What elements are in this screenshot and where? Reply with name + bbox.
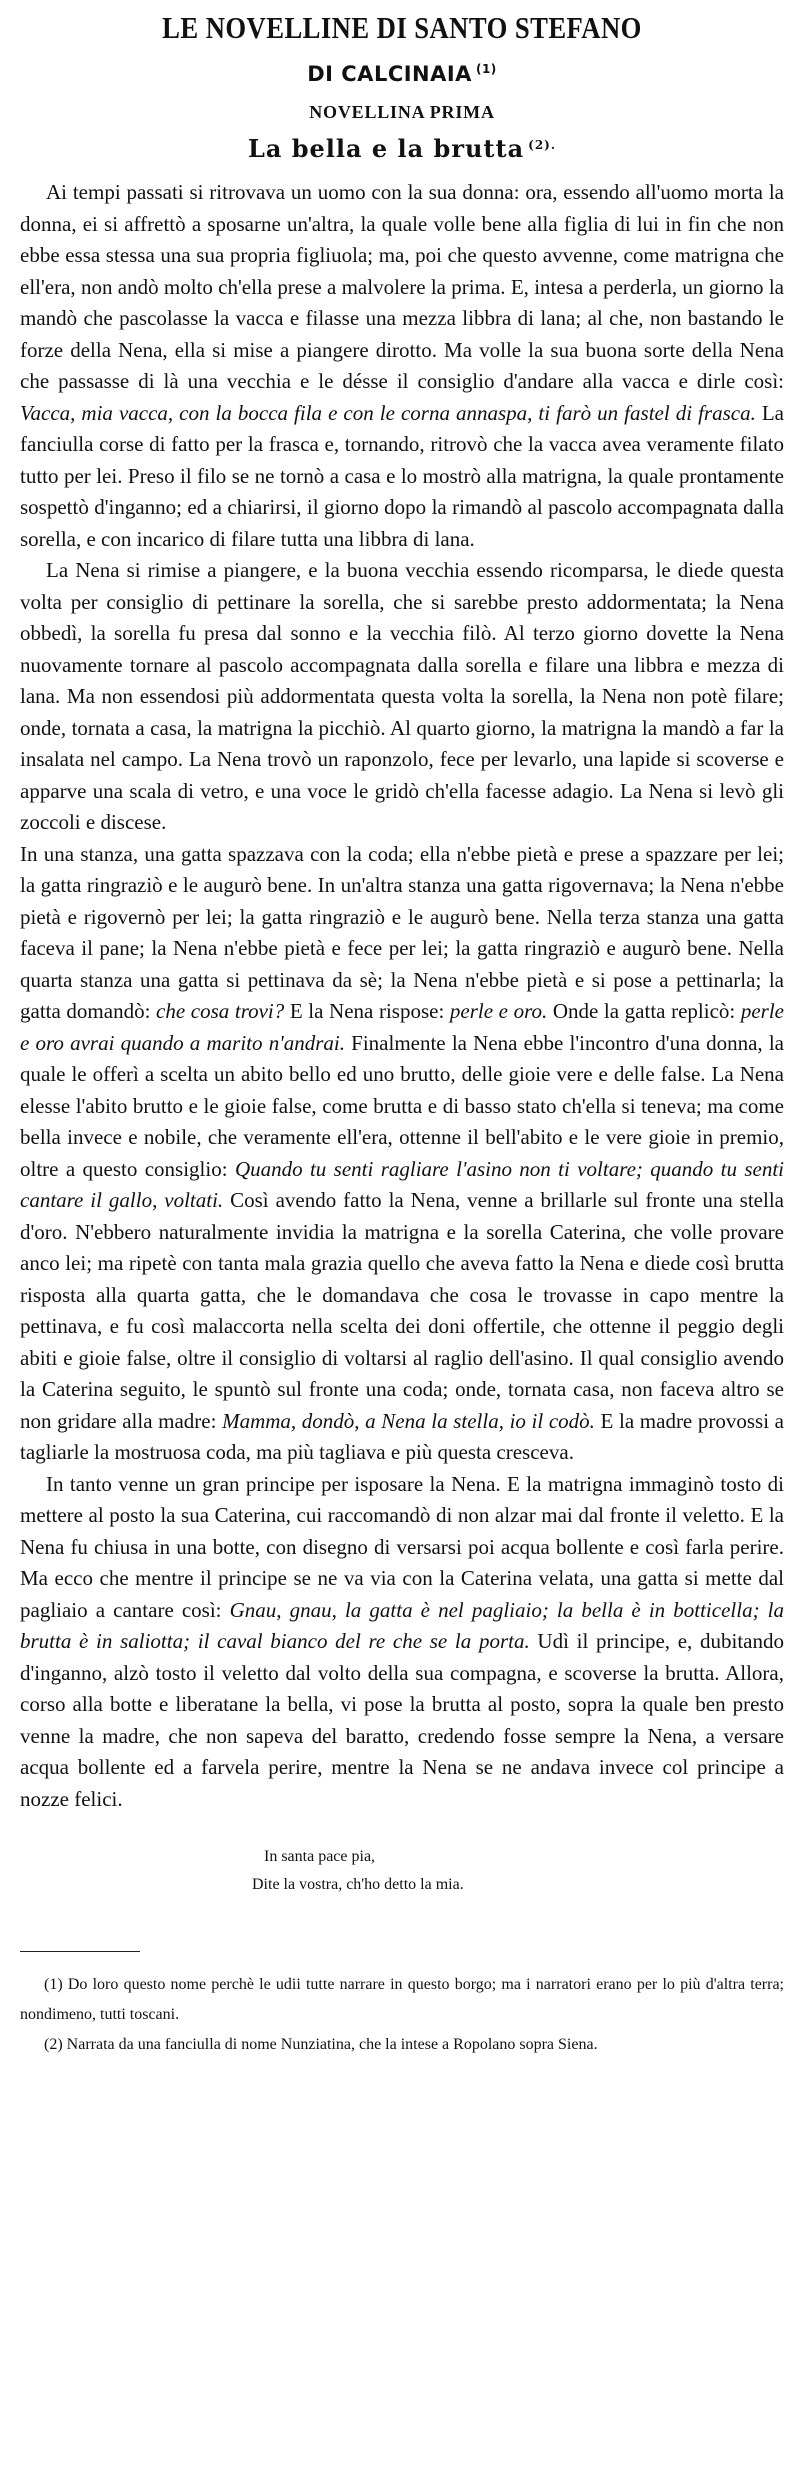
page-subtitle [20, 52, 784, 91]
text-run: E la Nena rispose: [284, 999, 450, 1023]
story-title [20, 125, 784, 169]
italic-run: Gnau, gnau, la gatta è nel pagliaio; la bella è in botticella; la brutta è in saliotta; il caval bianco del re che se la porta. [20, 1597, 785, 1653]
closing-verse [252, 1843, 784, 1899]
italic-run: perle e oro avrai quando a marito n'andrai. [20, 999, 784, 1055]
chapter-heading: NOVELLINA PRIMA [309, 102, 495, 122]
verse-line-1: In santa pace pia, [264, 1848, 376, 1865]
text-run: La fanciulla corse di fatto per la frasca e, tornando, ritrovò che la vacca avea veramente filato tutto per lei. Preso il filo se ne tornò a casa e lo mostrò alla matrigna, la quale prontamente sospettò d'inganno; ed a chiarirsi, il giorno dopo la rimandò al pascolo accompagnata dalla sorella, e con incarico di filare tutta una libbra di lana. [20, 400, 785, 551]
page-title: LE NOVELLINE DI SANTO STEFANO [162, 10, 642, 45]
text-run: Onde la gatta replicò: [547, 999, 741, 1023]
footnote-ref-1: (1) [475, 62, 497, 76]
footnote-ref-2: (2). [528, 138, 557, 152]
footnotes [20, 1970, 784, 2060]
text-run: E la madre provossi a tagliarle la mostruosa coda, ma più tagliava e più questa cresceva. [20, 1408, 785, 1464]
italic-run: Vacca, mia vacca, con la bocca fila e con le corna annaspa, ti farò un fastel di frasca. [20, 400, 756, 425]
subtitle-text: DI CALCINAIA [307, 62, 472, 86]
text-run: Finalmente la Nena ebbe l'incontro d'una donna, la quale le offerì a scelta un abito bello ed uno brutto, delle gioie vere e delle false. La Nena elesse l'abito brutto e le gioie false, come brutta e di basso stato ch'ella si teneva; ma come bella invece e nobile, che veramente ell'era, ottenne il bell'abito e le vere gioie in premio, oltre a questo consiglio: [20, 1030, 785, 1181]
footnote-2: (2) Narrata da una fanciulla di nome Nunziatina, che la intese a Ropolano sopra Siena. [44, 2036, 598, 2053]
verse-line-2: Dite la vostra, ch'ho detto la mia. [252, 1876, 464, 1893]
italic-run: perle e oro. [449, 999, 548, 1023]
paragraph-2: La Nena si rimise a piangere, e la buona vecchia essendo ricomparsa, le diede questa volta per consiglio di pettinare la sorella, che si sarebbe presto addormentata; la Nena obbedì, la sorella fu presa dal sonno e la vecchia filò. Al terzo giorno dovette la Nena nuovamente tornare al pascolo accompagnata dalla sorella e filare una libbra e mezza di lana. Ma non essendosi più addormentata questa volta la sorella, la Nena non potè filare; onde, tornata a casa, la matrigna la picchiò. Al quarto giorno, la matrigna la mandò a far la insalata nel campo. La Nena trovò un raponzolo, fece per levarlo, una lapide si scoverse e apparve una scala di vetro, e una voce le gridò ch'ella facesse adagio. La Nena si levò gli zoccoli e discese. [20, 558, 784, 834]
italic-run: Mamma, dondò, a Nena la stella, io il codò. [222, 1408, 595, 1433]
text-run: Così avendo fatto la Nena, venne a brillarle sul fronte una stella d'oro. N'ebbero naturalmente invidia la matrigna e la sorella Caterina, che volle provare anco lei; ma ripetè con tanta mala grazia quello che aveva fatto la Nena e diede così brutta risposta alla quarta gatta, che le domandava che cosa le trovasse in capo mentre la pettinava, e fu così malaccorta nella scelta dei doni offertile, che ottenne il peggio degli abiti e gioie false, oltre il consiglio di voltarsi al raglio dell'asino. Il qual consiglio avendo la Caterina seguito, le spuntò sul fronte una coda; onde, tornata casa, non faceva altro se non gridare alla madre: [20, 1188, 784, 1433]
text-run: In una stanza, una gatta spazzava con la coda; ella n'ebbe pietà e prese a spazzare per lei; la gatta ringraziò e le augurò bene. In un'altra stanza una gatta rigovernava; la Nena n'ebbe pietà e rigovernò per lei; la gatta ringraziò e le augurò bene. Nella terza stanza una gatta faceva il pane; la Nena n'ebbe pietà e fece per lei; la gatta ringraziò e augurò bene. Nella quarta stanza una gatta si pettinava da sè; la Nena n'ebbe pietà e si pose a pettinarla; la gatta domandò: [20, 841, 784, 1023]
italic-run: che cosa trovi? [156, 999, 285, 1023]
italic-run: Quando tu senti ragliare l'asino non ti voltare; quando tu senti cantare il gallo, voltati. [20, 1156, 784, 1212]
footnote-1: (1) Do loro questo nome perchè le udii tutte narrare in questo borgo; ma i narratori erano per lo più d'altra terra; nondimeno, tutti toscani. [20, 1976, 784, 2023]
story-body [20, 177, 784, 1815]
text-run: Ai tempi passati si ritrovava un uomo con la sua donna: ora, essendo all'uomo morta la donna, ei si affrettò a sposarne un'altra, la quale volle bene alla figlia di lui in fin che non ebbe essa stessa una sua propria figliuola; ma, poi che questo avvenne, come matrigna che ell'era, non andò molto ch'ella prese a malvolere la prima. E, intesa a perderla, un giorno la mandò che pascolasse la vacca e filasse una mezza libbra di lana; al che, non bastando le forze della Nena, ella si mise a piangere dirotto. Ma volle la sua buona sorte della Nena che passasse di là una vecchia e le désse il consiglio d'andare alla vacca e dirle così: [20, 180, 784, 393]
footnote-divider [20, 1951, 140, 1952]
story-title-text: La bella e la brutta [247, 134, 525, 163]
paragraph-1 [20, 177, 784, 555]
text-run: In tanto venne un gran principe per isposare la Nena. E la matrigna immaginò tosto di mettere al posto la sua Caterina, cui raccomandò di non alzar mai dal fronte il veletto. E la Nena fu chiusa in una botte, con disegno di versarsi poi acqua bollente e così farla perire. Ma ecco che mentre il principe se ne va via con la Caterina velata, una gatta si mette dal pagliaio a cantare così: [20, 1471, 784, 1622]
paragraph-3 [20, 839, 784, 1469]
paragraph-4 [20, 1469, 784, 1816]
text-run: Udì il principe, e, dubitando d'inganno, alzò tosto il veletto dal volto della sua compagna, e scoverse la brutta. Allora, corso alla botte e liberatane la bella, vi pose la brutta al posto, sopra la quale ben presto venne la madre, che non sapeva del baratto, credendo fosse sempre la Nena, a versare acqua bollente ed a farvela perire, mentre la Nena se ne andava invece col principe a nozze felici. [20, 1629, 784, 1811]
